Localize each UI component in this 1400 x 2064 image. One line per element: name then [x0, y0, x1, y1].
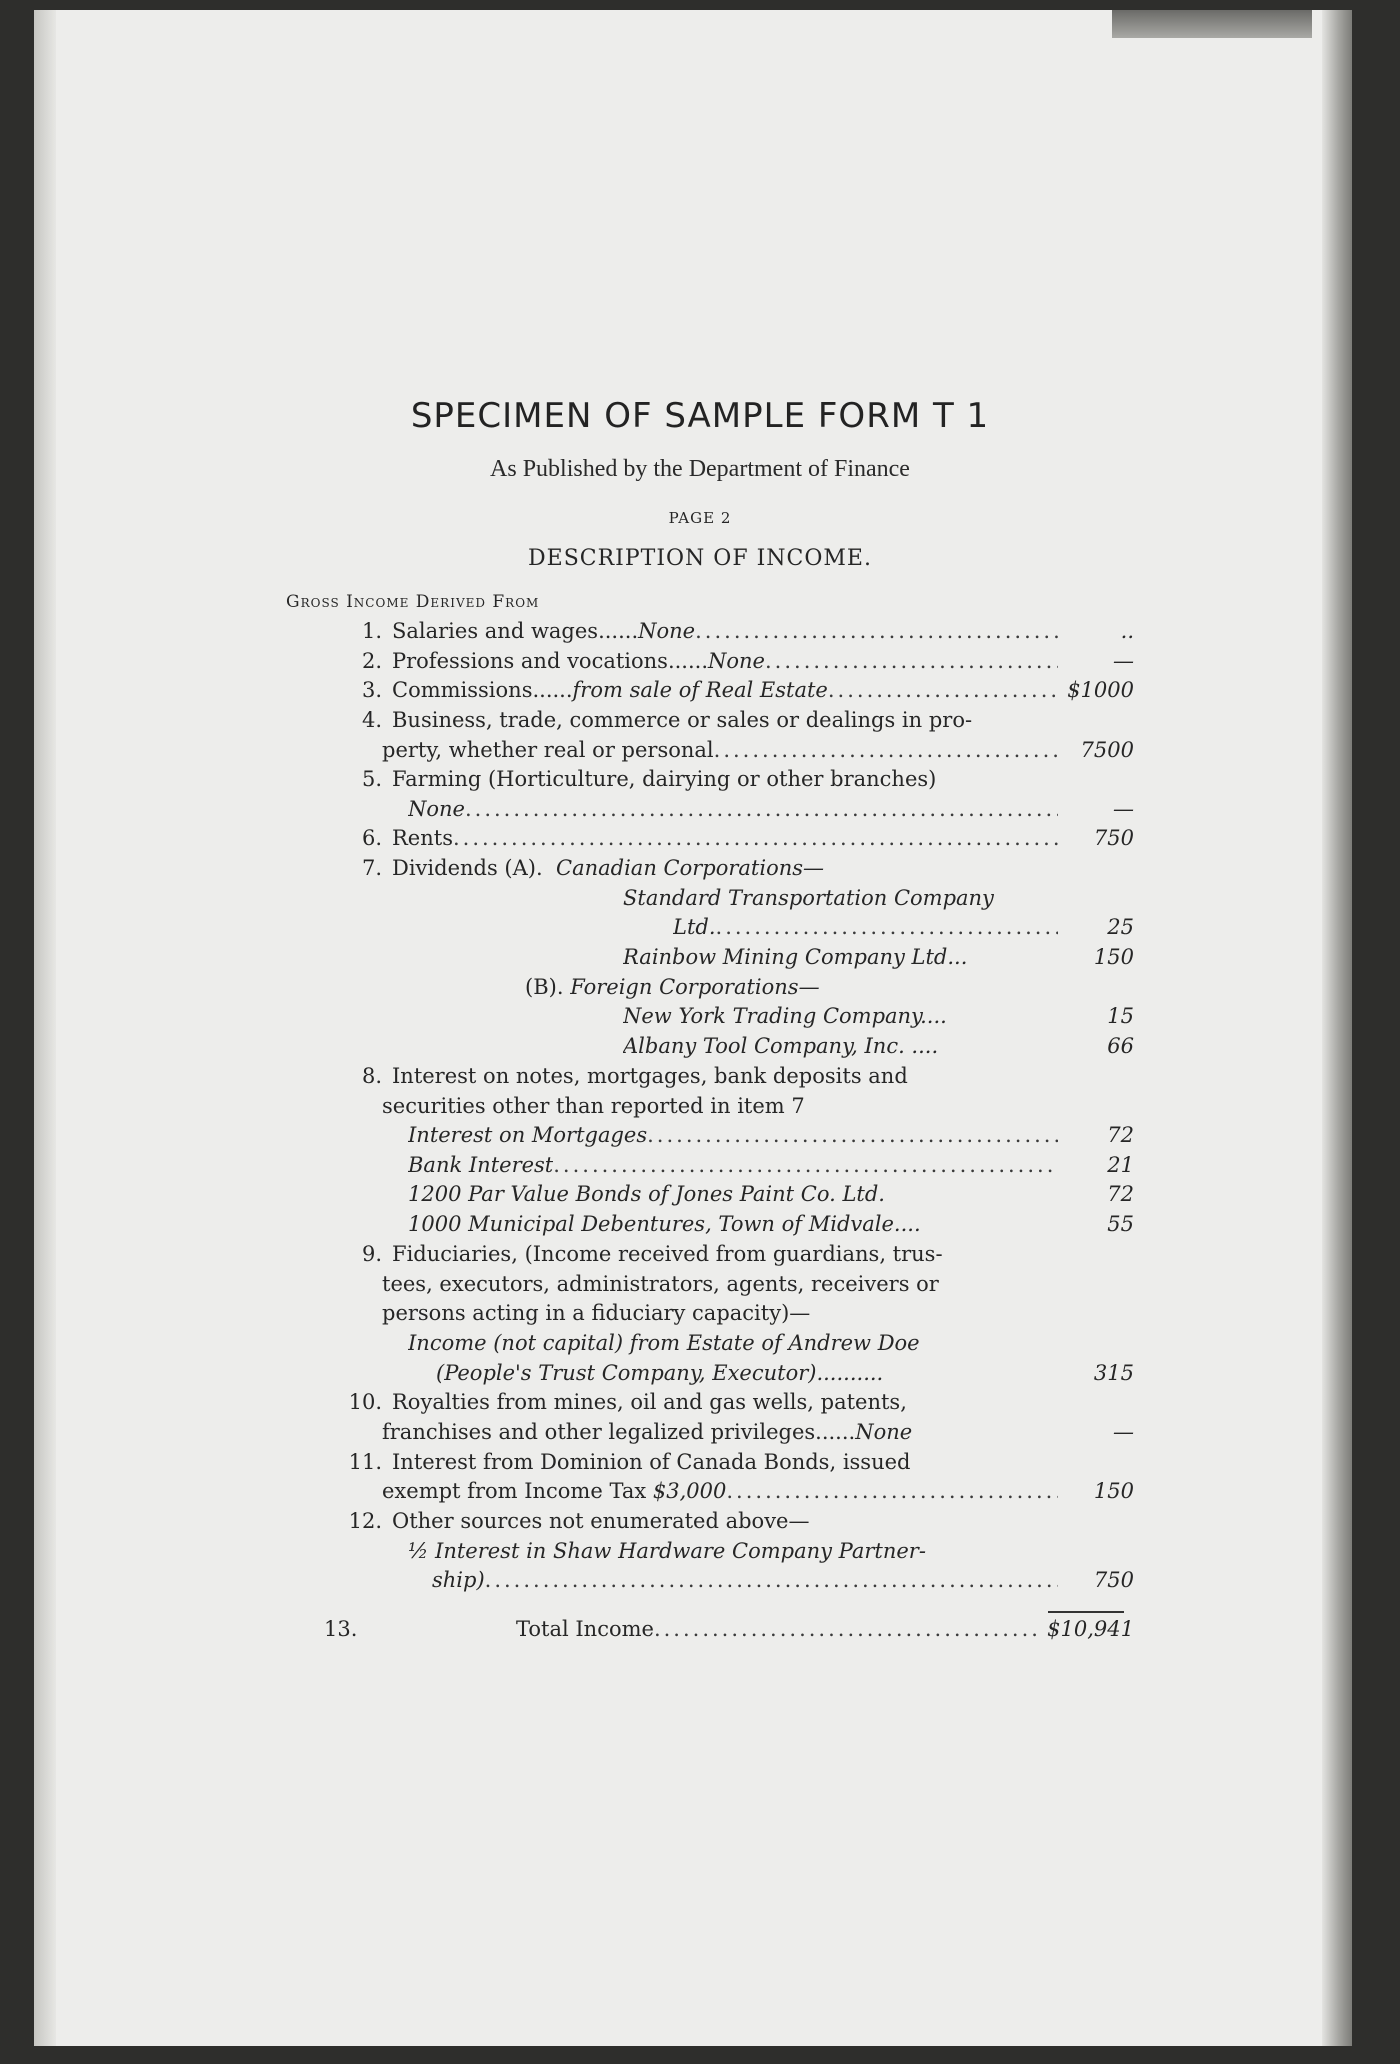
- company-name: New York Trading Company....: [623, 1004, 947, 1028]
- book-page: [34, 10, 1352, 2046]
- item-number: 2.: [361, 649, 382, 673]
- item-amount: 150: [1093, 945, 1134, 969]
- income-item-6: [326, 826, 1134, 850]
- income-item-7: [326, 856, 1134, 880]
- interest-bank: [408, 1153, 1134, 1177]
- dividend-a1-line1: [623, 886, 1134, 910]
- company-name: Rainbow Mining Company Ltd...: [623, 945, 968, 969]
- item-label: Professions and vocations......None: [392, 649, 765, 673]
- income-item-9-line1: [326, 1242, 1134, 1266]
- company-name: Ltd.: [673, 915, 716, 939]
- partnership-line2: [432, 1568, 1134, 1592]
- dot-leader: [726, 1479, 1058, 1503]
- item-detail: Bank Interest: [408, 1153, 554, 1177]
- income-item-5-line2: [408, 797, 1134, 821]
- total-amount: $10,941: [1047, 1617, 1134, 1641]
- item-number: 3.: [361, 678, 382, 702]
- dot-leader: [714, 738, 1058, 762]
- dot-leader: [465, 797, 1058, 821]
- dividend-b1: [623, 1004, 1134, 1028]
- sub-heading: Foreign Corporations—: [570, 975, 820, 999]
- dividend-b-heading: [525, 975, 1134, 999]
- item-label: Fiduciaries, (Income received from guardians, trus-: [392, 1242, 943, 1266]
- item-label: Commissions......from sale of Real Estate: [392, 678, 828, 702]
- page-label: PAGE 2: [668, 509, 732, 527]
- dividend-a1-line2: [673, 915, 1134, 939]
- item-label: persons acting in a fiduciary capacity)—: [382, 1301, 811, 1325]
- item-amount: 72: [1107, 1182, 1134, 1206]
- form-subtitle: As Published by the Department of Finance: [490, 456, 910, 482]
- dividend-a2: [623, 945, 1134, 969]
- item-label: perty, whether real or personal: [382, 738, 714, 762]
- income-item-10-line1: [326, 1390, 1134, 1414]
- item-detail: from sale of Real Estate: [572, 678, 828, 702]
- item-amount: 7500: [1080, 738, 1134, 762]
- item-label: exempt from Income Tax $3,000: [382, 1479, 727, 1503]
- item-number: 12.: [348, 1509, 382, 1533]
- income-item-8-line1: [326, 1064, 1134, 1088]
- item-amount: —: [1113, 649, 1134, 673]
- dot-leader: [695, 619, 1058, 643]
- company-name: Standard Transportation Company: [623, 886, 994, 910]
- item-number: 11.: [348, 1450, 382, 1474]
- item-number: 1.: [361, 619, 382, 643]
- item-detail: None: [855, 1420, 913, 1444]
- income-item-2: [326, 649, 1134, 673]
- interest-mortgages: [408, 1123, 1134, 1147]
- total-rule: [1048, 1611, 1124, 1613]
- item-label: franchises and other legalized privileges......None: [382, 1420, 913, 1444]
- item-amount: 72: [1107, 1123, 1134, 1147]
- income-item-5-line1: [326, 767, 1134, 791]
- income-item-9-line3: [382, 1301, 1134, 1325]
- item-detail: $3,000: [652, 1479, 727, 1503]
- item-label: Royalties from mines, oil and gas wells, patents,: [392, 1390, 907, 1414]
- item-amount: 750: [1093, 826, 1134, 850]
- item-amount: 315: [1093, 1361, 1134, 1385]
- item-detail: Income (not capital) from Estate of Andrew Doe: [408, 1331, 920, 1355]
- income-item-11-line2: [382, 1479, 1134, 1503]
- item-amount: 25: [1107, 915, 1134, 939]
- interest-debentures: [408, 1212, 1134, 1236]
- item-label: Other sources not enumerated above—: [392, 1509, 810, 1533]
- item-label: tees, executors, administrators, agents, receivers or: [382, 1272, 939, 1296]
- item-number: 10.: [348, 1390, 382, 1414]
- item-label: Farming (Horticulture, dairying or other branches): [392, 767, 937, 791]
- dot-leader: [654, 1617, 1040, 1641]
- dot-leader: [828, 678, 1058, 702]
- estate-income-line2: [436, 1361, 1134, 1385]
- item-amount: 15: [1107, 1004, 1134, 1028]
- item-number: 8.: [361, 1064, 382, 1088]
- total-income-row: [516, 1617, 1134, 1641]
- company-name: Albany Tool Company, Inc. ....: [623, 1034, 939, 1058]
- total-label: Total Income: [516, 1617, 654, 1641]
- item-label: Interest from Dominion of Canada Bonds, issued: [392, 1450, 911, 1474]
- income-item-11-line1: [326, 1450, 1134, 1474]
- item-detail: ½ Interest in Shaw Hardware Company Partner-: [408, 1539, 926, 1563]
- item-detail: Interest on Mortgages: [408, 1123, 648, 1147]
- item-number: 13.: [324, 1617, 358, 1641]
- dot-leader: [647, 1123, 1058, 1147]
- item-label: Interest on notes, mortgages, bank deposits and: [392, 1064, 908, 1088]
- item-label: Dividends (A). Canadian Corporations—: [392, 856, 825, 880]
- dot-leader: [716, 915, 1058, 939]
- item-amount: 750: [1093, 1568, 1134, 1592]
- dot-leader: [485, 1568, 1058, 1592]
- income-item-10-line2: [382, 1420, 1134, 1444]
- item-amount: 150: [1093, 1479, 1134, 1503]
- item-amount: 21: [1107, 1153, 1134, 1177]
- sub-heading: Canadian Corporations—: [556, 856, 825, 880]
- dot-leader: [765, 649, 1058, 673]
- item-number: 7.: [361, 856, 382, 880]
- item-detail: 1200 Par Value Bonds of Jones Paint Co. Ltd.: [408, 1182, 885, 1206]
- item-detail: (People's Trust Company, Executor)..........: [436, 1361, 884, 1385]
- income-item-3: [326, 678, 1134, 702]
- item-detail: None: [638, 619, 696, 643]
- estate-income-line1: [408, 1331, 1134, 1355]
- income-item-1: [326, 619, 1134, 643]
- form-title: SPECIMEN OF SAMPLE FORM T 1: [410, 396, 990, 436]
- item-number: 6.: [361, 826, 382, 850]
- item-detail: None: [708, 649, 765, 673]
- item-amount: $1000: [1067, 678, 1134, 702]
- dot-leader: [553, 1153, 1058, 1177]
- dot-leader: [453, 826, 1058, 850]
- item-number: 5.: [361, 767, 382, 791]
- item-amount: —: [1113, 797, 1134, 821]
- dividend-b2: [623, 1034, 1134, 1058]
- item-label: securities other than reported in item 7: [382, 1094, 805, 1118]
- item-number: 9.: [361, 1242, 382, 1266]
- item-label: (B). Foreign Corporations—: [525, 975, 820, 999]
- income-item-9-line2: [382, 1272, 1134, 1296]
- item-label: Rents: [392, 826, 453, 850]
- item-number: 4.: [361, 708, 382, 732]
- income-item-4-line1: [326, 708, 1134, 732]
- item-label: Salaries and wages......None: [392, 619, 696, 643]
- income-item-12-line1: [326, 1509, 1134, 1533]
- income-item-8-line2: [382, 1094, 1134, 1118]
- item-amount: 66: [1107, 1034, 1134, 1058]
- page-edge-strip: [1112, 10, 1312, 38]
- item-amount: ..: [1120, 619, 1134, 643]
- interest-bonds: [408, 1182, 1134, 1206]
- section-title: DESCRIPTION OF INCOME.: [528, 546, 872, 571]
- item-label: Business, trade, commerce or sales or dealings in pro-: [392, 708, 973, 732]
- income-item-4-line2: [382, 738, 1134, 762]
- partnership-line1: [408, 1539, 1134, 1563]
- item-detail: ship): [432, 1568, 485, 1592]
- item-detail: None: [408, 797, 465, 821]
- item-detail: 1000 Municipal Debentures, Town of Midvale....: [408, 1212, 921, 1236]
- item-amount: —: [1113, 1420, 1134, 1444]
- gross-income-heading: Gross Income Derived From: [286, 592, 540, 612]
- item-amount: 55: [1107, 1212, 1134, 1236]
